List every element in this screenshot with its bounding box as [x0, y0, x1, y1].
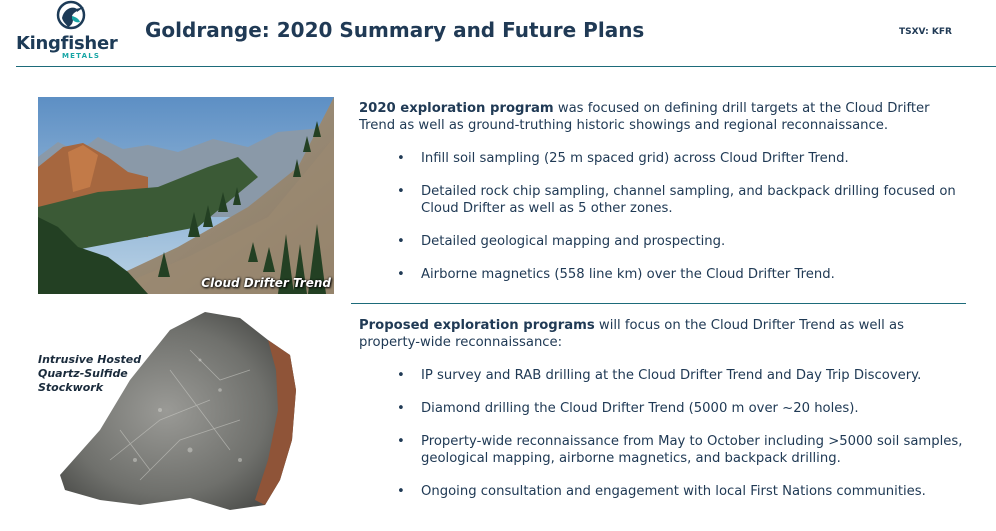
- section-2020-bullet-list: [359, 150, 969, 283]
- section-2020-intro-text: was focused on defining drill targets at the Cloud Drifter Trend as well as ground-truthing historic showings and regional reconnaissance.: [359, 101, 930, 133]
- bullet-glyph: •: [397, 434, 405, 449]
- section-proposed-bullet-list: [359, 367, 969, 500]
- list-item-text: Diamond drilling the Cloud Drifter Trend (5000 m over ~20 holes).: [421, 401, 859, 416]
- landscape-photo: [38, 97, 334, 294]
- list-item-text: Airborne magnetics (558 line km) over the Cloud Drifter Trend.: [421, 267, 835, 282]
- list-item: [359, 433, 969, 467]
- section-proposed: [359, 317, 969, 500]
- list-item-text: IP survey and RAB drilling at the Cloud Drifter Trend and Day Trip Discovery.: [421, 368, 922, 383]
- bullet-glyph: •: [397, 484, 405, 499]
- list-item: [359, 400, 969, 417]
- bullet-glyph: •: [397, 234, 405, 249]
- mountain-slope-image: [38, 97, 334, 294]
- rock-caption: [38, 353, 178, 395]
- rock-caption-line: Intrusive Hosted: [38, 353, 142, 366]
- section-proposed-intro-text: will focus on the Cloud Drifter Trend as well as property-wide reconnaissance:: [359, 318, 904, 350]
- bullet-glyph: •: [397, 267, 405, 282]
- rock-caption-line: Stockwork: [38, 381, 104, 394]
- list-item: [359, 233, 969, 250]
- logo-subtitle: METALS: [62, 52, 101, 60]
- list-item-text: Property-wide reconnaissance from May to October including >5000 soil samples, geological mapping, airborne magnetics, and backpack drilling.: [421, 434, 963, 466]
- section-2020-intro: [359, 100, 969, 134]
- page-title: Goldrange: 2020 Summary and Future Plans: [145, 18, 645, 42]
- bullet-glyph: •: [397, 401, 405, 416]
- list-item-text: Ongoing consultation and engagement with local First Nations communities.: [421, 484, 926, 499]
- rock-caption-line: Quartz-Sulfide: [38, 367, 128, 380]
- list-item-text: Detailed rock chip sampling, channel sampling, and backpack drilling focused on Cloud Drifter as well as 5 other zones.: [421, 184, 956, 216]
- bullet-glyph: •: [397, 184, 405, 199]
- photo-caption: Cloud Drifter Trend: [201, 276, 331, 290]
- list-item-text: Detailed geological mapping and prospecting.: [421, 234, 726, 249]
- section-2020: [359, 100, 969, 283]
- list-item: [359, 483, 969, 500]
- logo-wordmark: Kingfisher: [16, 33, 118, 54]
- rock-sample-image: [40, 310, 340, 515]
- section-2020-heading: 2020 exploration program: [359, 101, 554, 116]
- list-item: [359, 150, 969, 167]
- list-item: [359, 183, 969, 217]
- list-item: [359, 266, 969, 283]
- bullet-glyph: •: [397, 151, 405, 166]
- bullet-glyph: •: [397, 368, 405, 383]
- section-proposed-heading: Proposed exploration programs: [359, 318, 595, 333]
- header-divider: [16, 66, 996, 67]
- section-divider: [351, 303, 966, 304]
- section-proposed-intro: [359, 317, 969, 351]
- ticker-symbol: TSXV: KFR: [899, 27, 952, 37]
- list-item-text: Infill soil sampling (25 m spaced grid) across Cloud Drifter Trend.: [421, 151, 849, 166]
- list-item: [359, 367, 969, 384]
